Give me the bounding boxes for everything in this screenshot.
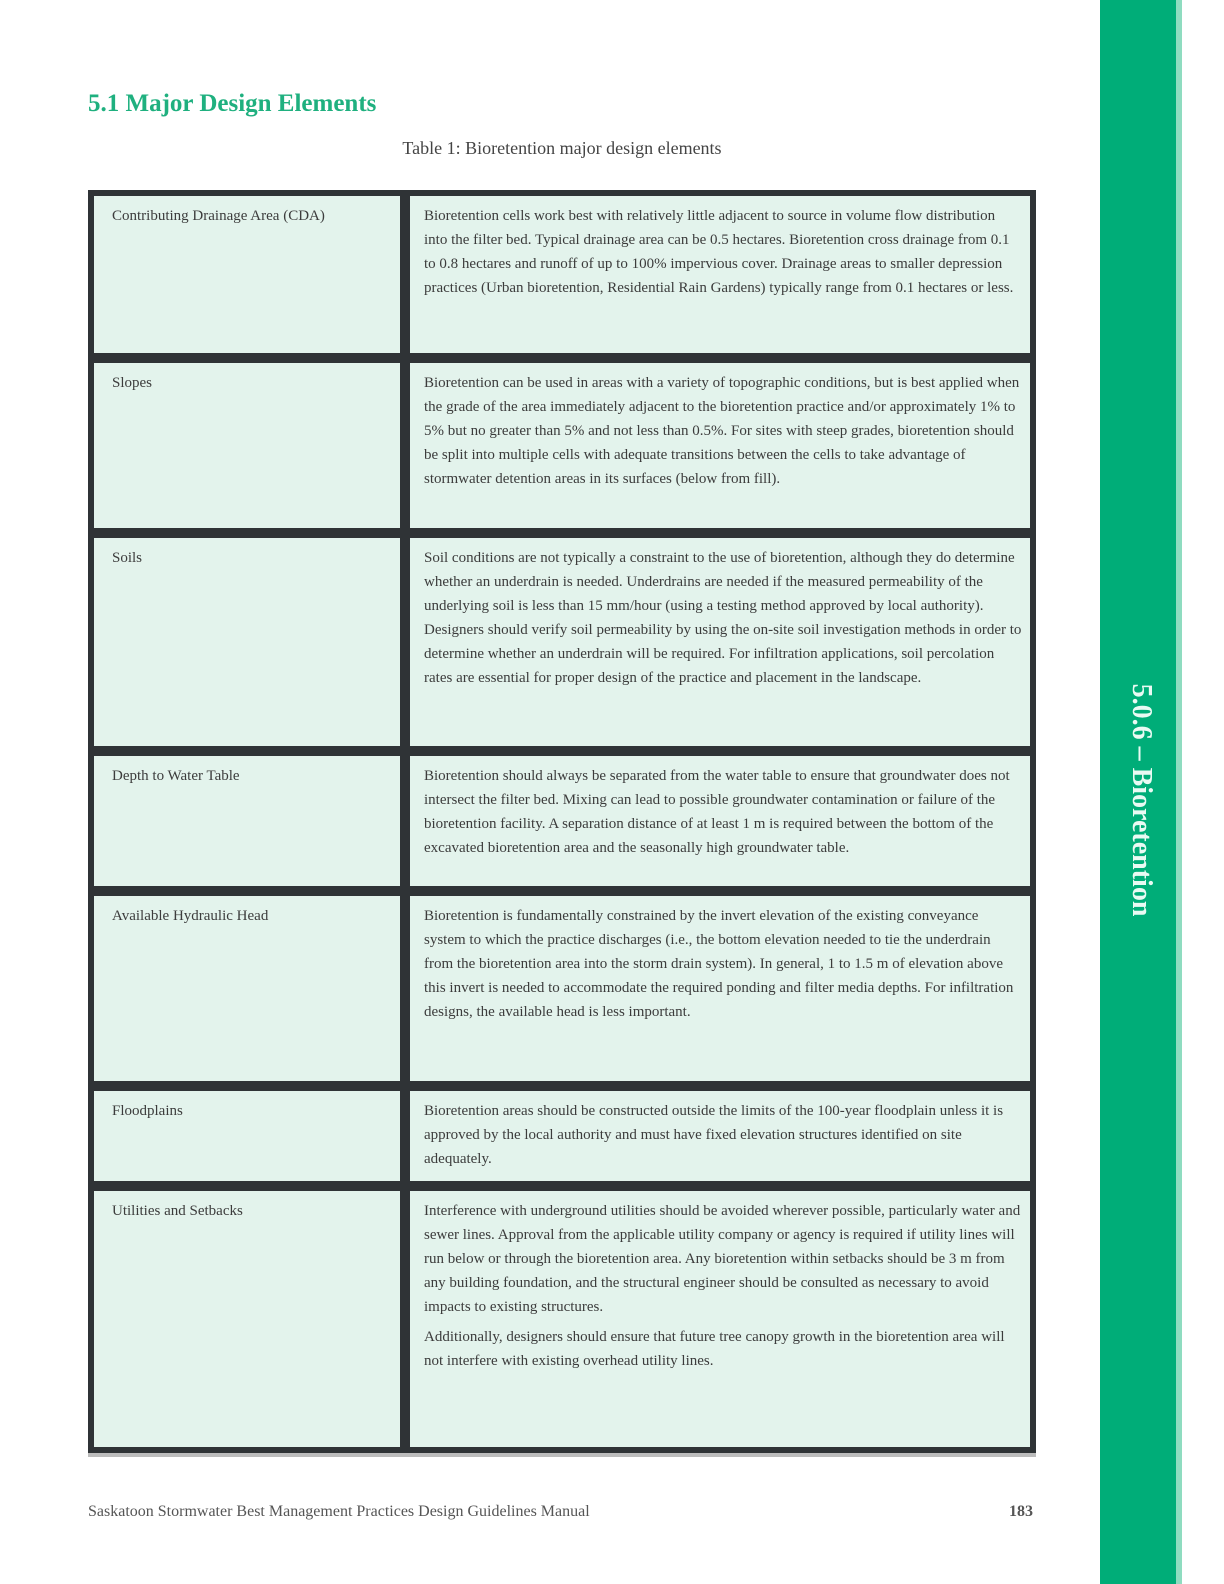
- row-description: [410, 746, 1030, 886]
- row-term: Utilities and Setbacks: [94, 1181, 410, 1447]
- description-paragraph: Additionally, designers should ensure that future tree canopy growth in the bioretention area will not interfere with existing overhead utility lines.: [424, 1329, 1005, 1369]
- table-row: [94, 528, 1030, 746]
- description-paragraph: Soil conditions are not typically a constraint to the use of bioretention, although they do determine whether an underdrain is needed. Underdrains are needed if the measured permeability of the underlying soil is less than 15 mm/hour (using a testing method approved by local authority). Designers should verify soil permeability by using the on-site soil investigation methods in order to determine whether an underdrain will be required. For infiltration applications, soil percolation rates are essential for proper design of the practice and placement in the landscape.: [424, 550, 1022, 686]
- description-paragraph: Bioretention areas should be constructed outside the limits of the 100-year floodplain unless it is approved by the local authority and must have fixed elevation structures identified on site adequately.: [424, 1103, 1004, 1167]
- side-tab-edge: [1176, 0, 1182, 1584]
- description-paragraph: Bioretention should always be separated from the water table to ensure that groundwater does not intersect the filter bed. Mixing can lead to possible groundwater contamination or failure of the bioretention facility. A separation distance of at least 1 m is required between the bottom of the excavated bioretention area and the seasonally high groundwater table.: [424, 768, 1010, 856]
- description-paragraph: Interference with underground utilities should be avoided wherever possible, particularly water and sewer lines. Approval from the applicable utility company or agency is required if utility lines will run below or through the bioretention area. Any bioretention within setbacks should be 3 m from any building foundation, and the structural engineer should be consulted as necessary to avoid impacts to existing structures.: [424, 1203, 1021, 1315]
- design-elements-table: [88, 190, 1036, 1453]
- page-number: 183: [1009, 1503, 1033, 1520]
- table-row: [94, 746, 1030, 886]
- description-paragraph: Bioretention cells work best with relatively little adjacent to source in volume flow distribution into the filter bed. Typical drainage area can be 0.5 hectares. Bioretention cross drainage from 0.1 to 0.8 hectares and runoff of up to 100% impervious cover. Drainage areas to smaller depression practices (Urban bioretention, Residential Rain Gardens) typically range from 0.1 hectares or less.: [424, 208, 1014, 296]
- table-row: [94, 886, 1030, 1081]
- section-heading: 5.1 Major Design Elements: [88, 90, 377, 117]
- table-row: [94, 1081, 1030, 1181]
- row-term: Slopes: [94, 353, 410, 528]
- row-term: Available Hydraulic Head: [94, 886, 410, 1081]
- page-footer: [88, 1503, 1033, 1521]
- side-tab-label: 5.0.6 – Bioretention: [1126, 683, 1157, 917]
- footer-document-title: Saskatoon Stormwater Best Management Practices Design Guidelines Manual: [88, 1503, 590, 1520]
- row-term: Contributing Drainage Area (CDA): [94, 196, 410, 353]
- description-paragraph: Bioretention is fundamentally constrained by the invert elevation of the existing conveyance system to which the practice discharges (i.e., the bottom elevation needed to tie the underdrain from the bioretention area into the storm drain system). In general, 1 to 1.5 m of elevation above this invert is needed to accommodate the required ponding and filter media depths. For infiltration designs, the available head is less important.: [424, 908, 1014, 1020]
- row-term: Floodplains: [94, 1081, 410, 1181]
- table-body: [94, 196, 1030, 1447]
- row-description: [410, 886, 1030, 1081]
- table-caption: Table 1: Bioretention major design elements: [402, 138, 722, 158]
- table-row: [94, 196, 1030, 353]
- table-row: [94, 353, 1030, 528]
- row-description: [410, 353, 1030, 528]
- row-description: [410, 1181, 1030, 1447]
- row-term: Soils: [94, 528, 410, 746]
- table-row: [94, 1181, 1030, 1447]
- row-description: [410, 1081, 1030, 1181]
- description-paragraph: Bioretention can be used in areas with a variety of topographic conditions, but is best applied when the grade of the area immediately adjacent to the bioretention practice and/or approximately 1% to 5% but no greater than 5% and not less than 0.5%. For sites with steep grades, bioretention should be split into multiple cells with adequate transitions between the cells to take advantage of stormwater detention areas in its surfaces (below from fill).: [424, 375, 1020, 487]
- row-description: [410, 528, 1030, 746]
- row-term: Depth to Water Table: [94, 746, 410, 886]
- row-description: [410, 196, 1030, 353]
